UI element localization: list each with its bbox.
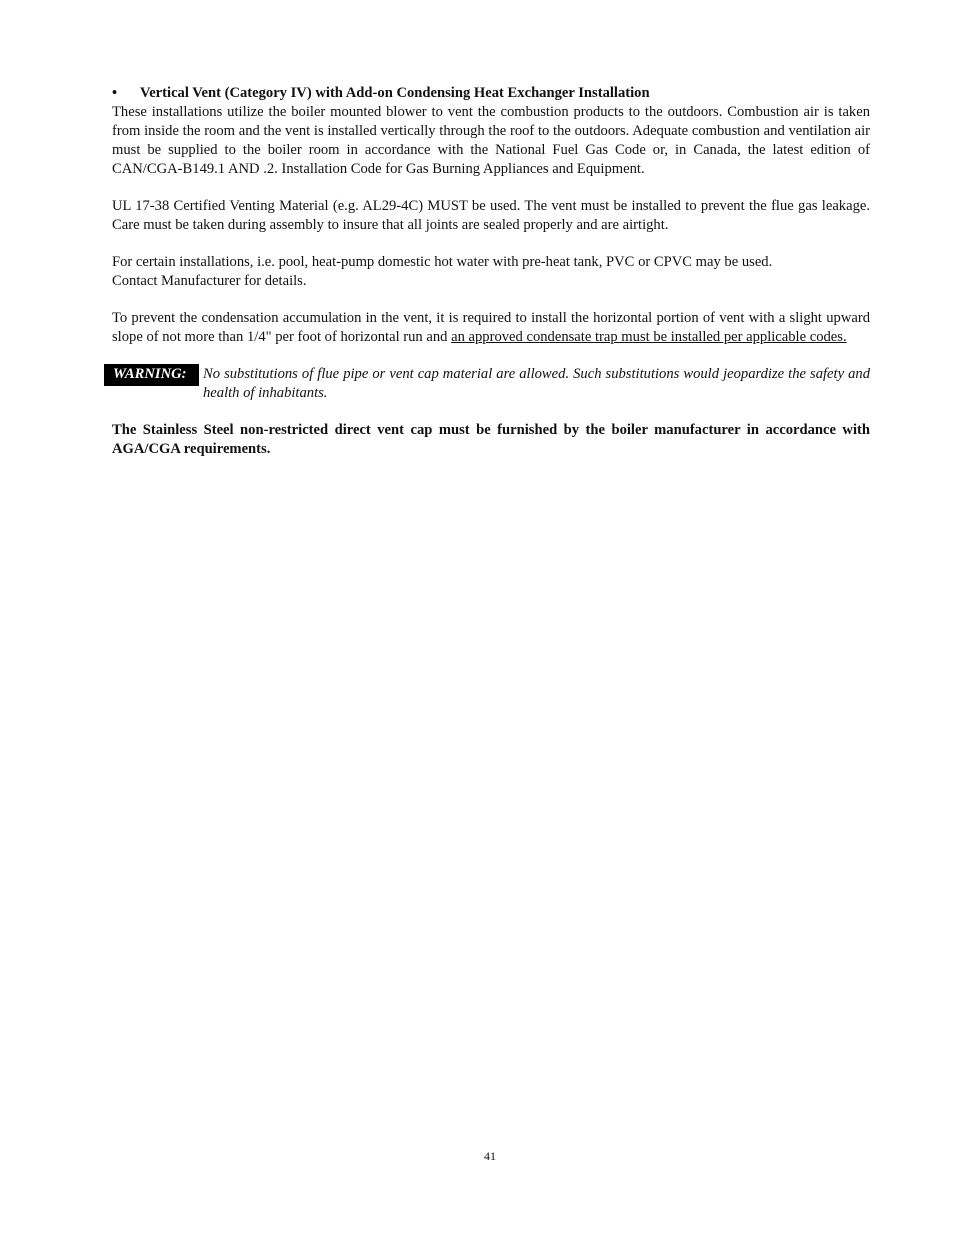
- paragraph-pvc-line-2: Contact Manufacturer for details.: [112, 273, 307, 289]
- page-number: 41: [484, 1149, 496, 1163]
- paragraph-condensation: [112, 309, 870, 347]
- paragraph-combustion-air: These installations utilize the boiler mounted blower to vent the combustion products to the outdoors. Combustion air is taken from inside the room and the vent is installed vertically through the roof to the outdoors. Adequate combustion and ventilation air must be supplied to the boiler room in accordance with the National Fuel Gas Code or, in Canada, the latest edition of CAN/CGA-B149.1 AND .2. Installation Code for Gas Burning Appliances and Equipment.: [112, 104, 870, 177]
- paragraph-pvc-line-1: For certain installations, i.e. pool, heat-pump domestic hot water with pre-heat tank, PVC or CPVC may be used.: [112, 254, 773, 270]
- warning-label: WARNING:: [104, 364, 199, 386]
- warning-block: [104, 365, 870, 403]
- warning-text: No substitutions of flue pipe or vent cap material are allowed. Such substitutions would jeopardize the safety and health of inhabitants.: [203, 366, 870, 401]
- paragraph-condensation-text: To prevent the condensation accumulation in the vent, it is required to install the horizontal portion of vent with a slight upward slope of not more than 1/4" per foot of horizontal run and: [112, 310, 870, 345]
- bullet: •: [112, 85, 118, 101]
- paragraph-pvc-installations: [112, 253, 870, 291]
- paragraph-condensation-underlined: an approved condensate trap must be installed per applicable codes.: [451, 329, 847, 345]
- section-heading-text: Vertical Vent (Category IV) with Add-on Condensing Heat Exchanger Installation: [140, 85, 650, 101]
- document-body: [112, 84, 870, 459]
- section-heading: [112, 84, 870, 103]
- paragraph-venting-material: UL 17-38 Certified Venting Material (e.g. AL29-4C) MUST be used. The vent must be installed to prevent the flue gas leakage. Care must be taken during assembly to insure that all joints are sealed properly and are airtight.: [112, 198, 870, 233]
- vent-cap-note: The Stainless Steel non-restricted direct vent cap must be furnished by the boiler manufacturer in accordance with AGA/CGA requirements.: [112, 422, 870, 457]
